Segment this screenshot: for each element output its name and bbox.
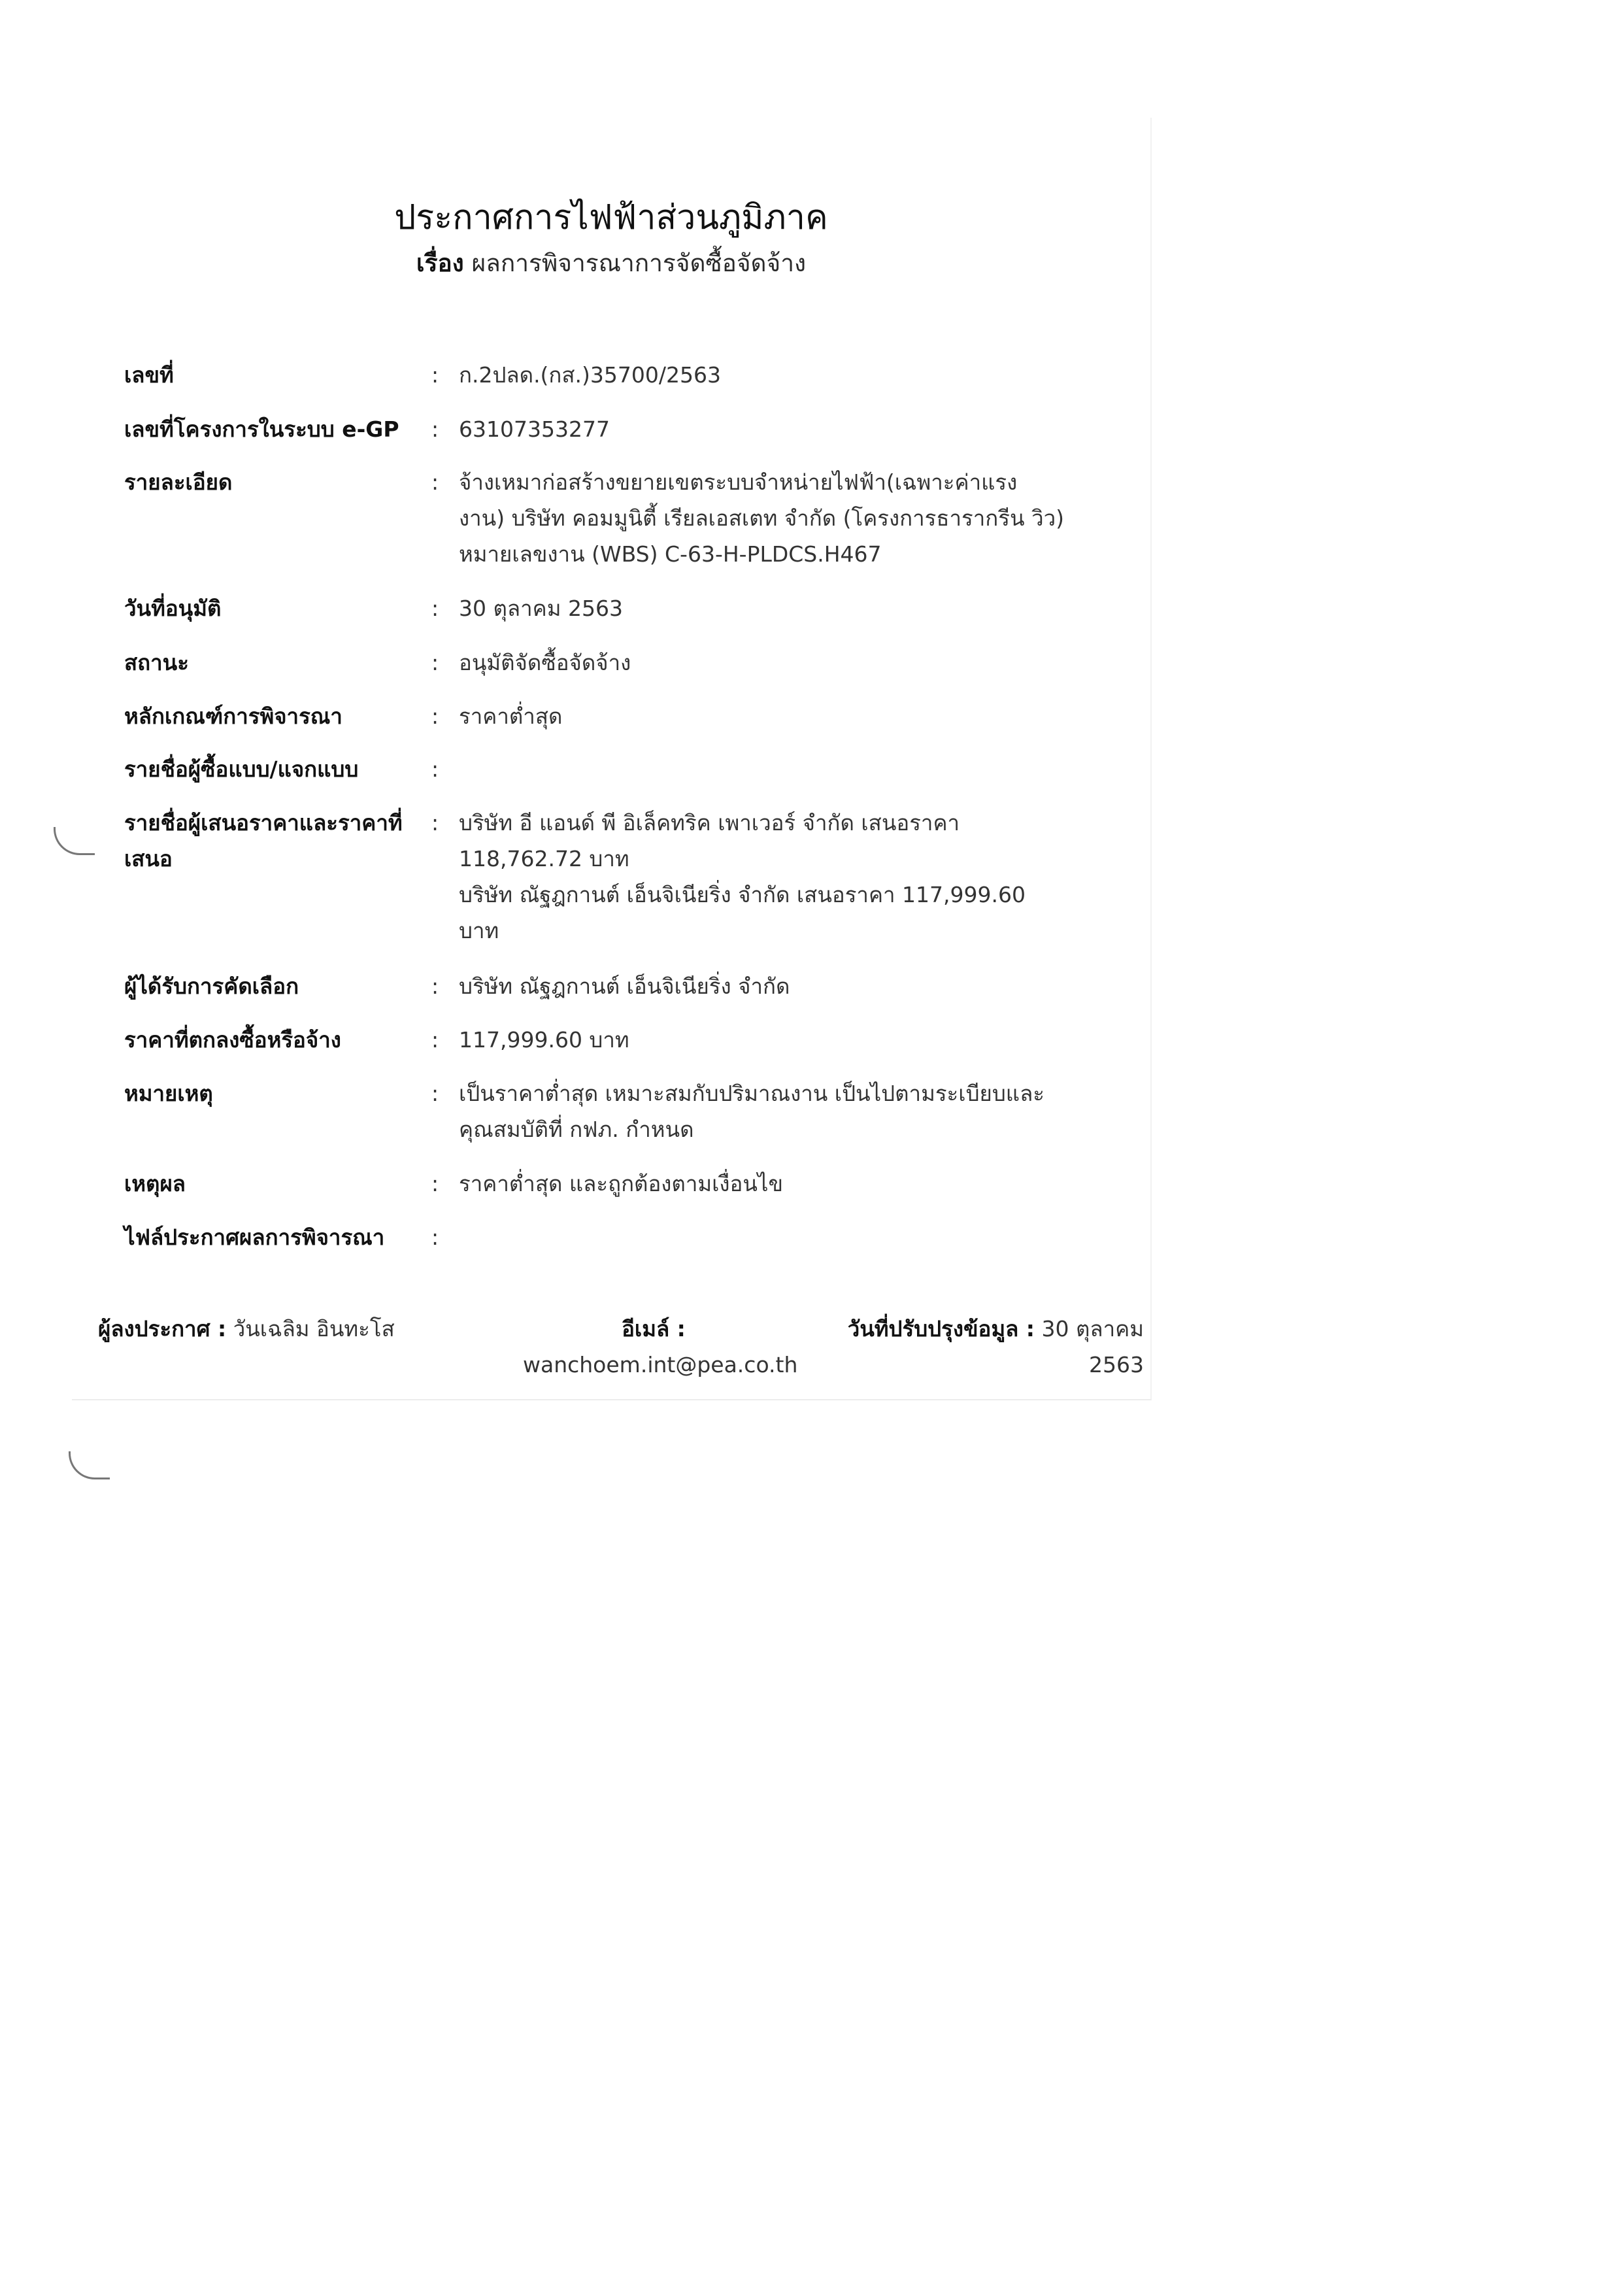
email-label: อีเมล์ : [622,1316,686,1342]
colon: : [431,596,439,621]
bidders-label-line: รายชื่อผู้เสนอราคาและราคาที่ [124,810,403,836]
details-label: รายละเอียด [124,469,233,495]
bidders-label-line: เสนอ [124,846,173,871]
remark-value [459,1075,1144,1166]
footer [98,1311,1144,1389]
row-remark [124,1075,1144,1166]
buyers-value [459,751,1144,805]
number-label: เลขที่ [124,362,174,388]
bidders-value [459,805,1144,968]
reason-value: ราคาต่ำสุด และถูกต้องตามเงื่อนไข [459,1171,784,1196]
row-approve-date [124,590,1144,645]
colon: : [431,362,439,388]
punch-hole-mark [69,1451,110,1479]
colon: : [431,1081,439,1106]
row-criteria [124,698,1144,751]
egp-value: 63107353277 [459,416,610,442]
row-announce-file [124,1219,1144,1273]
colon: : [431,650,439,675]
punch-hole-mark [54,827,95,855]
remark-label: หมายเหตุ [124,1081,213,1106]
egp-label: เลขที่โครงการในระบบ e-GP [124,416,399,442]
colon: : [431,810,439,836]
email-block [523,1311,798,1383]
details-value [459,464,1144,590]
updated-date-line1: 30 ตุลาคม [1041,1316,1144,1342]
colon: : [431,1224,439,1250]
announce-file-value [459,1219,1144,1273]
row-details [124,464,1144,590]
row-status [124,645,1144,698]
agreed-price-label: ราคาที่ตกลงซื้อหรือจ้าง [124,1027,341,1053]
colon: : [431,973,439,999]
colon: : [431,1027,439,1053]
criteria-label: หลักเกณฑ์การพิจารณา [124,703,343,729]
bidder-line: บริษัท ณัฐฎกานต์ เอ็นจิเนียริ่ง จำกัด เสนอราคา 117,999.60 [459,882,1026,907]
remark-line: เป็นราคาต่ำสุด เหมาะสมกับปริมาณงาน เป็นไปตามระเบียบและ [459,1081,1045,1106]
colon: : [431,756,439,782]
email-value: wanchoem.int@pea.co.th [523,1352,798,1377]
row-reason [124,1166,1144,1219]
approve-date-label: วันที่อนุมัติ [124,596,222,621]
announce-file-label: ไฟล์ประกาศผลการพิจารณา [124,1224,385,1250]
row-bidders [124,805,1144,968]
reason-label: เหตุผล [124,1171,186,1196]
number-value: ก.2ปลด.(กส.)35700/2563 [459,362,721,388]
announcer-label: ผู้ลงประกาศ : [98,1316,227,1342]
page-title: ประกาศการไฟฟ้าส่วนภูมิภาค [394,198,828,237]
bidder-line: 118,762.72 บาท [459,846,629,871]
subject-text: ผลการพิจารณาการจัดซื้อจัดจ้าง [471,249,807,277]
page-subtitle [72,245,1150,282]
buyers-label: รายชื่อผู้ซื้อแบบ/แจกแบบ [124,756,359,782]
bidder-line: บาท [459,918,499,943]
row-agreed-price [124,1022,1144,1075]
colon: : [431,469,439,495]
row-buyers [124,751,1144,805]
updated-label: วันที่ปรับปรุงข้อมูล : [847,1316,1035,1342]
details-line: จ้างเหมาก่อสร้างขยายเขตระบบจำหน่ายไฟฟ้า(เฉพาะค่าแรง [459,469,1018,495]
status-value: อนุมัติจัดซื้อจัดจ้าง [459,650,631,675]
selected-label: ผู้ได้รับการคัดเลือก [124,973,299,999]
subject-label: เรื่อง [416,249,464,277]
announcement-card [72,118,1152,1400]
announcer-name: วันเฉลิม อินทะโส [233,1316,395,1342]
row-number [124,357,1144,411]
row-egp [124,411,1144,464]
criteria-value: ราคาต่ำสุด [459,703,563,729]
announcer [98,1311,395,1347]
approve-date-value: 30 ตุลาคม 2563 [459,596,623,621]
colon: : [431,703,439,729]
status-label: สถานะ [124,650,189,675]
details-line: หมายเลขงาน (WBS) C-63-H-PLDCS.H467 [459,541,882,567]
updated-date-line2: 2563 [1089,1352,1144,1377]
bidder-line: บริษัท อี แอนด์ พี อิเล็คทริค เพาเวอร์ จำกัด เสนอราคา [459,810,960,836]
remark-line: คุณสมบัติที่ กฟภ. กำหนด [459,1117,694,1142]
bidders-label [124,805,431,968]
agreed-price-value: 117,999.60 บาท [459,1027,629,1053]
updated-block [778,1311,1144,1383]
selected-value: บริษัท ณัฐฎกานต์ เอ็นจิเนียริ่ง จำกัด [459,973,790,999]
details-list [124,357,1144,1273]
row-selected [124,968,1144,1022]
colon: : [431,1171,439,1196]
colon: : [431,416,439,442]
details-line: งาน) บริษัท คอมมูนิตี้ เรียลเอสเตท จำกัด (โครงการธารากรีน วิว) [459,505,1064,531]
